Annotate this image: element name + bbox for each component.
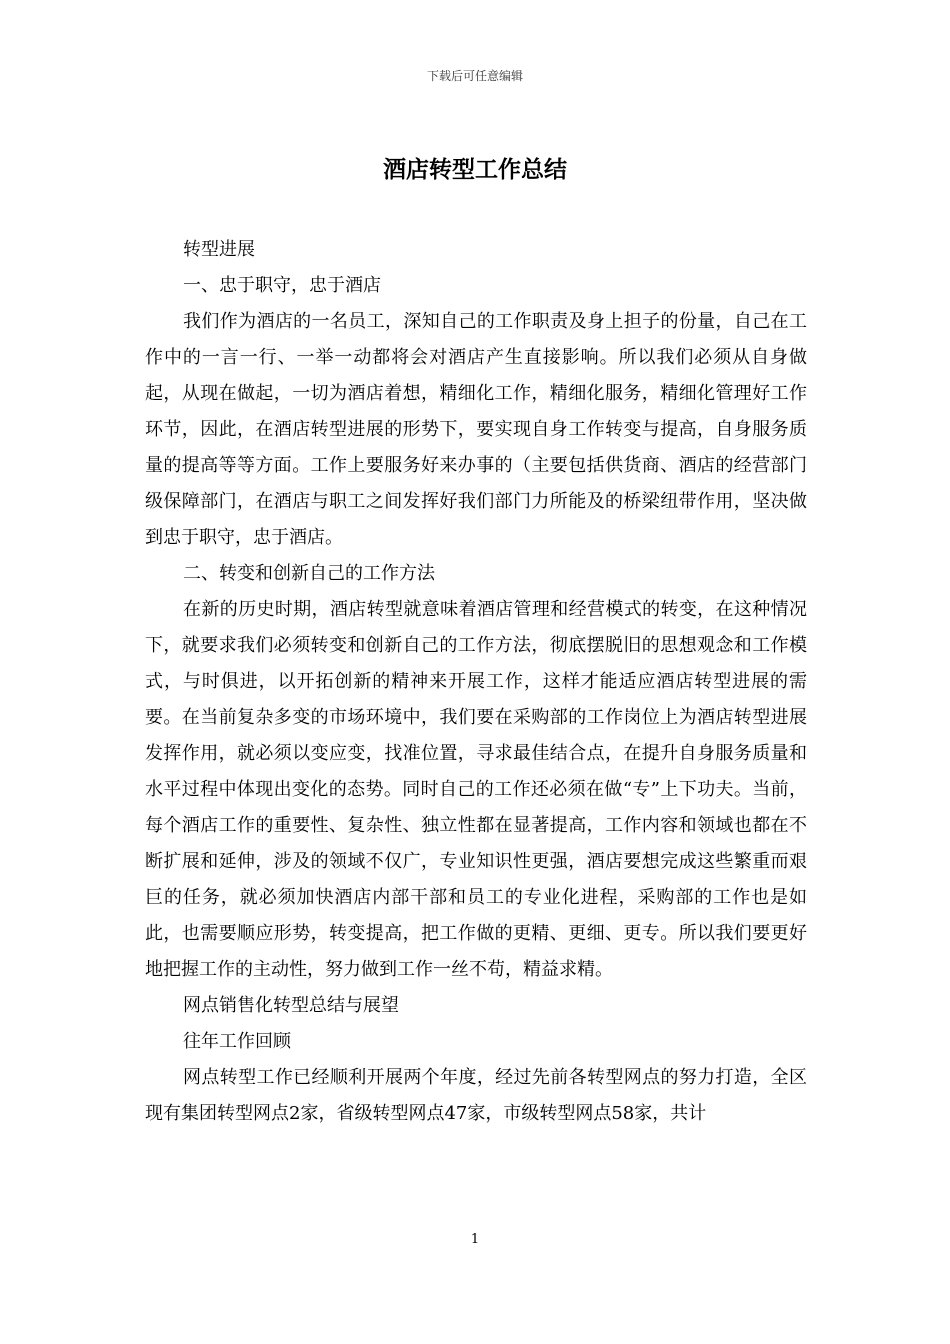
subheading-methods: 二、转变和创新自己的工作方法 bbox=[183, 563, 435, 584]
header-note: 下载后可任意编辑 bbox=[426, 69, 523, 83]
section-heading-progress: 转型进展 bbox=[183, 239, 255, 260]
document-body bbox=[145, 232, 807, 1132]
body-paragraph-methods: 在新的历史时期，酒店转型就意味着酒店管理和经营模式的转变，在这种情况下，就要求我们必须转变和创新自己的工作方法，彻底摆脱旧的思想观念和工作模式，与时俱进，以开拓创新的精神来开展工作，这样才能适应酒店转型进展的需要。在当前复杂多变的市场环境中，我们要在采购部的工作岗位上为酒店转型进展发挥作用，就必须以变应变，找准位置，寻求最佳结合点，在提升自身服务质量和水平过程中体现出变化的态势。同时自己的工作还必须在做“专”上下功夫。当前，每个酒店工作的重要性、复杂性、独立性都在显著提高，工作内容和领域也都在不断扩展和延伸，涉及的领域不仅广，专业知识性更强，酒店要想完成这些繁重而艰巨的任务，就必须加快酒店内部干部和员工的专业化进程，采购部的工作也是如此，也需要顺应形势，转变提高，把工作做的更精、更细、更专。所以我们要更好地把握工作的主动性，努力做到工作一丝不苟，精益求精。 bbox=[145, 599, 807, 980]
section-heading-outlets: 网点销售化转型总结与展望 bbox=[183, 995, 399, 1016]
subheading-loyalty: 一、忠于职守，忠于酒店 bbox=[183, 275, 381, 296]
page-number: 1 bbox=[470, 1232, 480, 1247]
document-title: 酒店转型工作总结 bbox=[383, 156, 567, 183]
body-paragraph-loyalty: 我们作为酒店的一名员工，深知自己的工作职责及身上担子的份量，自己在工作中的一言一行、一举一动都将会对酒店产生直接影响。所以我们必须从自身做起，从现在做起，一切为酒店着想，精细化工作，精细化服务，精细化管理好工作环节，因此，在酒店转型进展的形势下，要实现自身工作转变与提高，自身服务质量的提高等等方面。工作上要服务好来办事的（主要包括供货商、酒店的经营部门级保障部门，在酒店与职工之间发挥好我们部门力所能及的桥梁纽带作用，坚决做到忠于职守，忠于酒店。 bbox=[145, 311, 807, 548]
body-paragraph-review: 网点转型工作已经顺利开展两个年度，经过先前各转型网点的努力打造，全区现有集团转型网点2家，省级转型网点47家，市级转型网点58家，共计 bbox=[145, 1067, 807, 1124]
subheading-review: 往年工作回顾 bbox=[183, 1031, 291, 1052]
